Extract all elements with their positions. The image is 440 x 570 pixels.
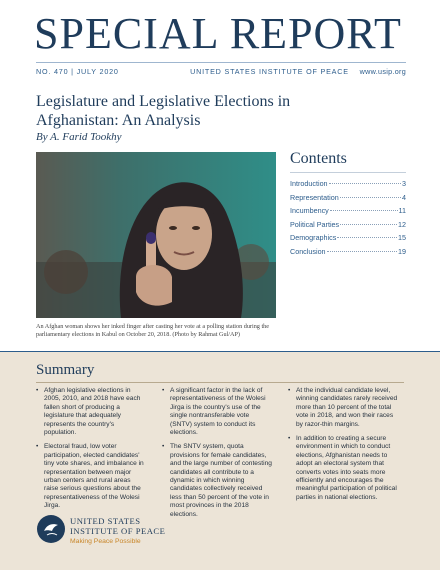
usip-logo <box>36 514 186 554</box>
author-byline: By A. Farid Tookhy <box>36 131 122 143</box>
voter-photo-illustration <box>36 152 276 318</box>
toc-page: 4 <box>402 192 406 202</box>
summary-column-3 <box>288 387 398 508</box>
summary-column-1 <box>36 387 146 517</box>
summary-column-2 <box>162 387 272 525</box>
summary-bullet: • At the individual candidate level, winning candidates rarely received more than 10 percent of the total vote in 2018, and won their races by razor-thin margins. <box>288 387 398 429</box>
toc-item[interactable] <box>290 247 406 261</box>
summary-bullet: • Electoral fraud, low voter participation, elected candidates' tiny vote shares, and imbalance in representation between major urban centers and rural areas raise serious questions about the representativeness of the Wolesi Jirga. <box>36 443 146 510</box>
photo-caption: An Afghan woman shows her inked finger after casting her vote at a polling station during the parliamentary elections in Kabul on October 20, 2018. (Photo by Rahmat Gul/AP) <box>36 323 270 338</box>
summary-bullet: • A significant factor in the lack of representativeness of the Wolesi Jirga is the country's use of the single nontransferable vote (SNTV) system to conduct its elections. <box>162 387 272 437</box>
toc-page: 19 <box>398 246 406 256</box>
toc-label: Incumbency <box>290 206 329 216</box>
logo-line-1: UNITED STATES <box>70 516 141 526</box>
website-link[interactable]: www.usip.org <box>359 67 406 76</box>
org-name: UNITED STATES INSTITUTE OF PEACE <box>190 67 349 76</box>
cover-photo <box>36 152 276 318</box>
logo-line-2: INSTITUTE OF PEACE <box>70 526 166 536</box>
toc-page: 3 <box>402 179 406 188</box>
summary-bullet: • In addition to creating a secure environment in which to conduct elections, Afghanistan needs to adopt an electoral system that converts votes into seats more efficiently and encourages the meaningful participation of political parties in national elections. <box>288 435 398 502</box>
summary-heading: Summary <box>36 362 95 378</box>
toc-label: Demographics <box>290 233 337 243</box>
toc-page: 11 <box>398 206 406 216</box>
toc-item[interactable] <box>290 179 406 193</box>
toc-label: Representation <box>290 192 339 202</box>
toc-label: Introduction <box>290 179 328 188</box>
summary-bullet: • Afghan legislative elections in 2005, 2010, and 2018 have each fallen short of producing a legislature that adequately represents the country's population. <box>36 387 146 437</box>
issue-date: NO. 470 | JULY 2020 <box>36 67 119 76</box>
toc-item[interactable] <box>290 233 406 247</box>
report-title: Legislature and Legislative Elections in Afghanistan: An Analysis <box>36 93 291 129</box>
meta-bar <box>36 62 406 77</box>
summary-bullet: • The SNTV system, quota provisions for female candidates, and the large number of contesting candidates all contribute to a dynamic in which winning candidates collectively received less than 50 percent of the vote in most provinces in the 2018 elections. <box>162 443 272 519</box>
toc-item[interactable] <box>290 220 406 234</box>
toc-page: 12 <box>398 219 406 229</box>
toc-page: 15 <box>398 233 406 243</box>
masthead-title: SPECIAL REPORT <box>34 9 402 58</box>
logo-tagline: Making Peace Possible <box>70 538 141 545</box>
toc-label: Political Parties <box>290 219 340 229</box>
table-of-contents <box>290 150 406 261</box>
dove-globe-icon <box>36 514 66 544</box>
toc-label: Conclusion <box>290 246 326 256</box>
contents-heading: Contents <box>290 150 406 173</box>
toc-item[interactable] <box>290 206 406 220</box>
toc-item[interactable] <box>290 193 406 207</box>
